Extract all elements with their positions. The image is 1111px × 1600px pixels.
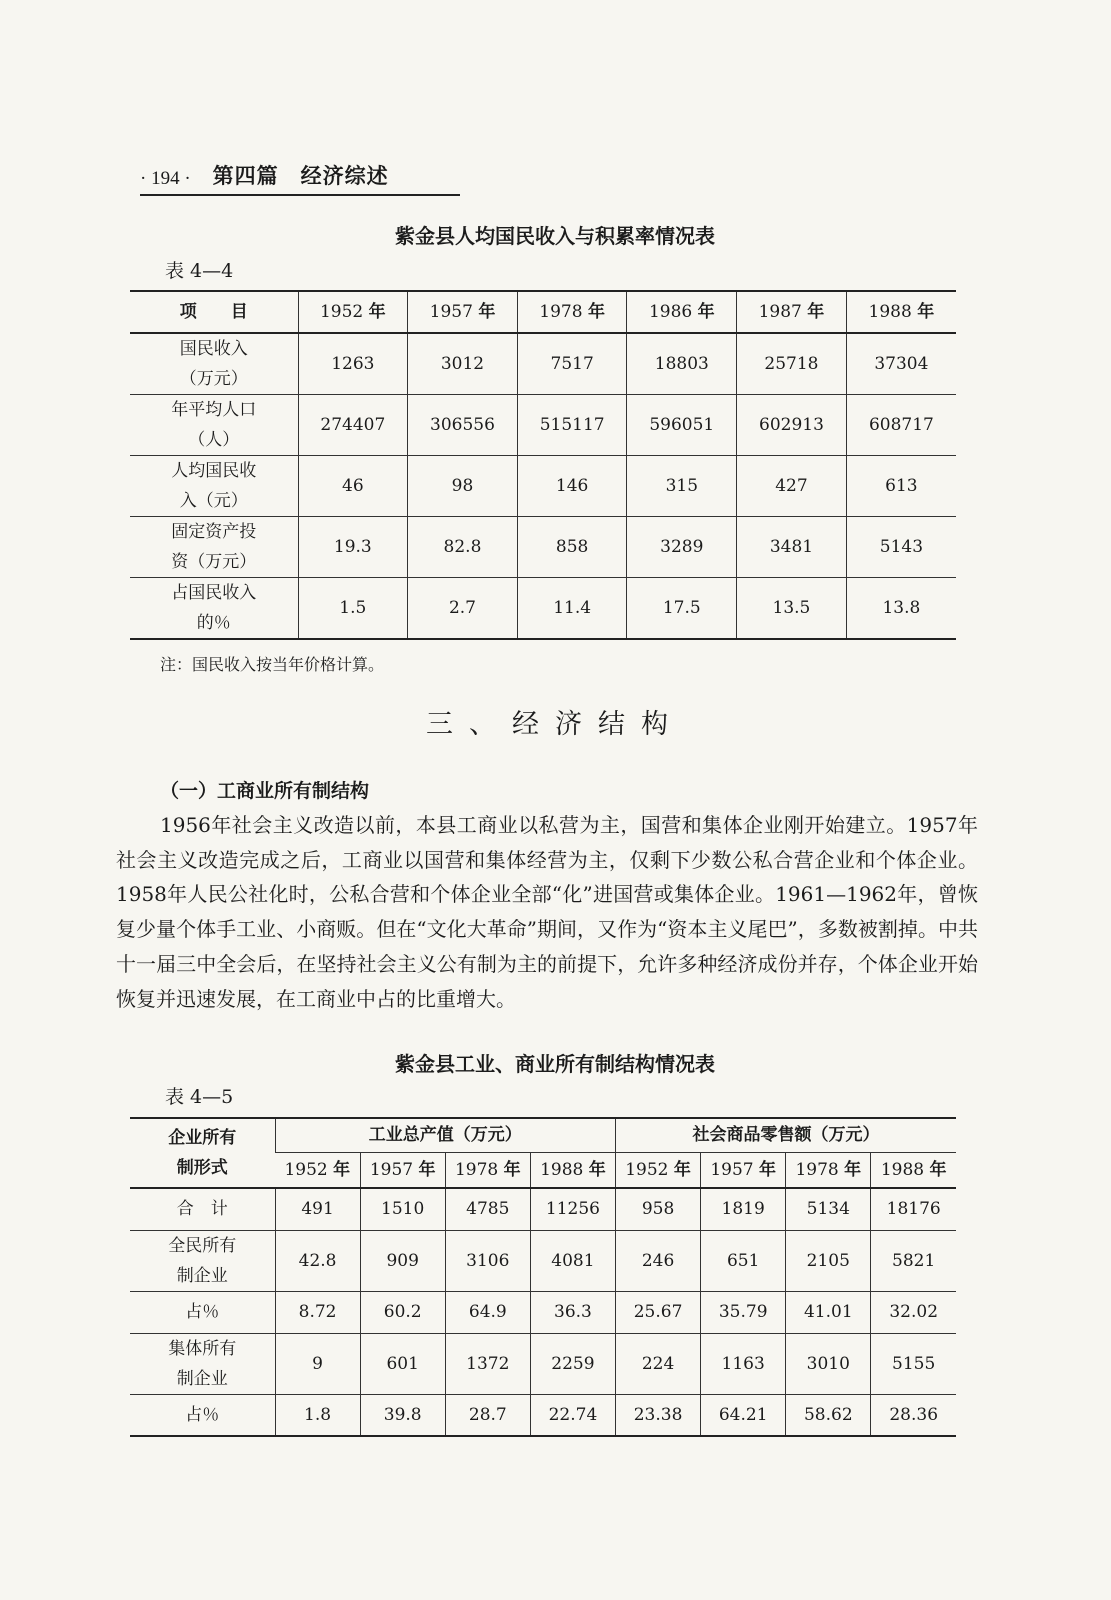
row-label: 占国民收入 的％ <box>171 583 257 633</box>
cell: 596051 <box>627 395 737 456</box>
cell: 146 <box>517 456 627 517</box>
cell: 35.79 <box>701 1291 786 1333</box>
cell: 18176 <box>871 1188 956 1230</box>
cell: 19.3 <box>298 517 408 578</box>
item-header: 项 目 <box>179 302 248 322</box>
year-header: 1978 年 <box>517 291 627 333</box>
cell: 37304 <box>846 333 956 395</box>
retail-sales-header: 社会商品零售额（万元） <box>616 1118 957 1152</box>
cell: 306556 <box>408 395 518 456</box>
cell: 5821 <box>871 1230 956 1291</box>
cell: 3010 <box>786 1333 871 1394</box>
cell: 7517 <box>517 333 627 395</box>
cell: 515117 <box>517 395 627 456</box>
cell: 58.62 <box>786 1394 871 1436</box>
cell: 64.21 <box>701 1394 786 1436</box>
table-row <box>130 333 956 395</box>
table-row <box>130 1291 956 1333</box>
cell: 1819 <box>701 1188 786 1230</box>
table1-note: 注：国民收入按当年价格计算。 <box>160 655 385 674</box>
cell: 1163 <box>701 1333 786 1394</box>
table1-label: 表 4—4 <box>165 260 234 282</box>
cell: 11256 <box>530 1188 615 1230</box>
year-header: 1952 年 <box>298 291 408 333</box>
year-header: 1978 年 <box>445 1152 530 1188</box>
cell: 608717 <box>846 395 956 456</box>
cell: 958 <box>616 1188 701 1230</box>
table-row <box>130 1230 956 1291</box>
cell: 651 <box>701 1230 786 1291</box>
cell: 42.8 <box>275 1230 360 1291</box>
table-row <box>130 1188 956 1230</box>
cell: 5134 <box>786 1188 871 1230</box>
year-header: 1987 年 <box>737 291 847 333</box>
part-title: 第四篇 经济综述 <box>212 164 389 188</box>
cell: 1263 <box>298 333 408 395</box>
cell: 11.4 <box>517 578 627 640</box>
cell: 22.74 <box>530 1394 615 1436</box>
cell: 25718 <box>737 333 847 395</box>
table-header-row <box>130 291 956 333</box>
cell: 491 <box>275 1188 360 1230</box>
row-label: 占％ <box>185 1404 220 1425</box>
year-header: 1957 年 <box>701 1152 786 1188</box>
cell: 9 <box>275 1333 360 1394</box>
body-paragraph: 1956年社会主义改造以前，本县工商业以私营为主，国营和集体企业刚开始建立。1957年社会主义改造完成之后，工商业以国营和集体经营为主，仅剩下少数公私合营企业和个体企业。1958年人民公社化时，公私合营和个体企业全部“化”进国营或集体企业。1961—1962年，曾恢复少量个体手工业、小商贩。但在“文化大革命”期间，又作为“资本主义尾巴”，多数被割掉。中共十一届三中全会后，在坚持社会主义公有制为主的前提下，允许多种经济成份并存，个体企业开始恢复并迅速发展，在工商业中占的比重增大。 <box>116 813 978 1011</box>
row-label: 国民收入 （万元） <box>179 339 248 389</box>
subheading: （一）工商业所有制结构 <box>160 780 370 802</box>
cell: 28.36 <box>871 1394 956 1436</box>
cell: 17.5 <box>627 578 737 640</box>
cell: 13.8 <box>846 578 956 640</box>
cell: 4785 <box>445 1188 530 1230</box>
income-accumulation-table <box>130 290 956 640</box>
cell: 8.72 <box>275 1291 360 1333</box>
cell: 13.5 <box>737 578 847 640</box>
table-group-header-row <box>130 1118 956 1152</box>
cell: 28.7 <box>445 1394 530 1436</box>
cell: 18803 <box>627 333 737 395</box>
cell: 64.9 <box>445 1291 530 1333</box>
page-number: · 194 · <box>140 168 191 189</box>
cell: 2105 <box>786 1230 871 1291</box>
cell: 1510 <box>360 1188 445 1230</box>
table1-caption: 紫金县人均国民收入与积累率情况表 <box>395 224 715 248</box>
row-label: 占％ <box>185 1302 220 1322</box>
cell: 82.8 <box>408 517 518 578</box>
cell: 427 <box>737 456 847 517</box>
cell: 32.02 <box>871 1291 956 1333</box>
ownership-type-header: 企业所有 制形式 <box>168 1128 237 1178</box>
cell: 274407 <box>298 395 408 456</box>
table-row <box>130 1333 956 1394</box>
ownership-structure-table <box>130 1117 956 1437</box>
cell: 2259 <box>530 1333 615 1394</box>
running-header <box>140 160 460 196</box>
year-header: 1957 年 <box>408 291 518 333</box>
year-header: 1952 年 <box>616 1152 701 1188</box>
section-title: 三、经济结构 <box>426 709 684 740</box>
cell: 246 <box>616 1230 701 1291</box>
cell: 909 <box>360 1230 445 1291</box>
industrial-output-header: 工业总产值（万元） <box>275 1118 616 1152</box>
year-header: 1988 年 <box>871 1152 956 1188</box>
cell: 25.67 <box>616 1291 701 1333</box>
table-row <box>130 578 956 640</box>
cell: 858 <box>517 517 627 578</box>
table-row <box>130 456 956 517</box>
cell: 39.8 <box>360 1394 445 1436</box>
cell: 23.38 <box>616 1394 701 1436</box>
cell: 1.8 <box>275 1394 360 1436</box>
cell: 3289 <box>627 517 737 578</box>
cell: 3481 <box>737 517 847 578</box>
cell: 5155 <box>871 1333 956 1394</box>
table-row <box>130 1394 956 1436</box>
cell: 1372 <box>445 1333 530 1394</box>
cell: 41.01 <box>786 1291 871 1333</box>
cell: 613 <box>846 456 956 517</box>
cell: 3106 <box>445 1230 530 1291</box>
table-row <box>130 517 956 578</box>
cell: 98 <box>408 456 518 517</box>
year-header: 1988 年 <box>530 1152 615 1188</box>
cell: 224 <box>616 1333 701 1394</box>
table2-caption: 紫金县工业、商业所有制结构情况表 <box>395 1052 715 1076</box>
table2-label: 表 4—5 <box>165 1086 234 1108</box>
row-label: 合 计 <box>176 1199 228 1220</box>
year-header: 1986 年 <box>627 291 737 333</box>
cell: 2.7 <box>408 578 518 640</box>
cell: 5143 <box>846 517 956 578</box>
row-label: 固定资产投 资（万元） <box>171 522 257 572</box>
year-header: 1957 年 <box>360 1152 445 1188</box>
year-header: 1988 年 <box>846 291 956 333</box>
row-label: 集体所有 制企业 <box>168 1338 237 1389</box>
row-label: 全民所有 制企业 <box>168 1235 237 1286</box>
cell: 46 <box>298 456 408 517</box>
cell: 602913 <box>737 395 847 456</box>
cell: 3012 <box>408 333 518 395</box>
cell: 36.3 <box>530 1291 615 1333</box>
cell: 60.2 <box>360 1291 445 1333</box>
year-header: 1978 年 <box>786 1152 871 1188</box>
cell: 601 <box>360 1333 445 1394</box>
table-row <box>130 395 956 456</box>
row-label: 人均国民收 入（元） <box>171 461 257 511</box>
cell: 4081 <box>530 1230 615 1291</box>
cell: 315 <box>627 456 737 517</box>
cell: 1.5 <box>298 578 408 640</box>
row-label: 年平均人口 （人） <box>171 400 257 450</box>
year-header: 1952 年 <box>284 1159 351 1180</box>
